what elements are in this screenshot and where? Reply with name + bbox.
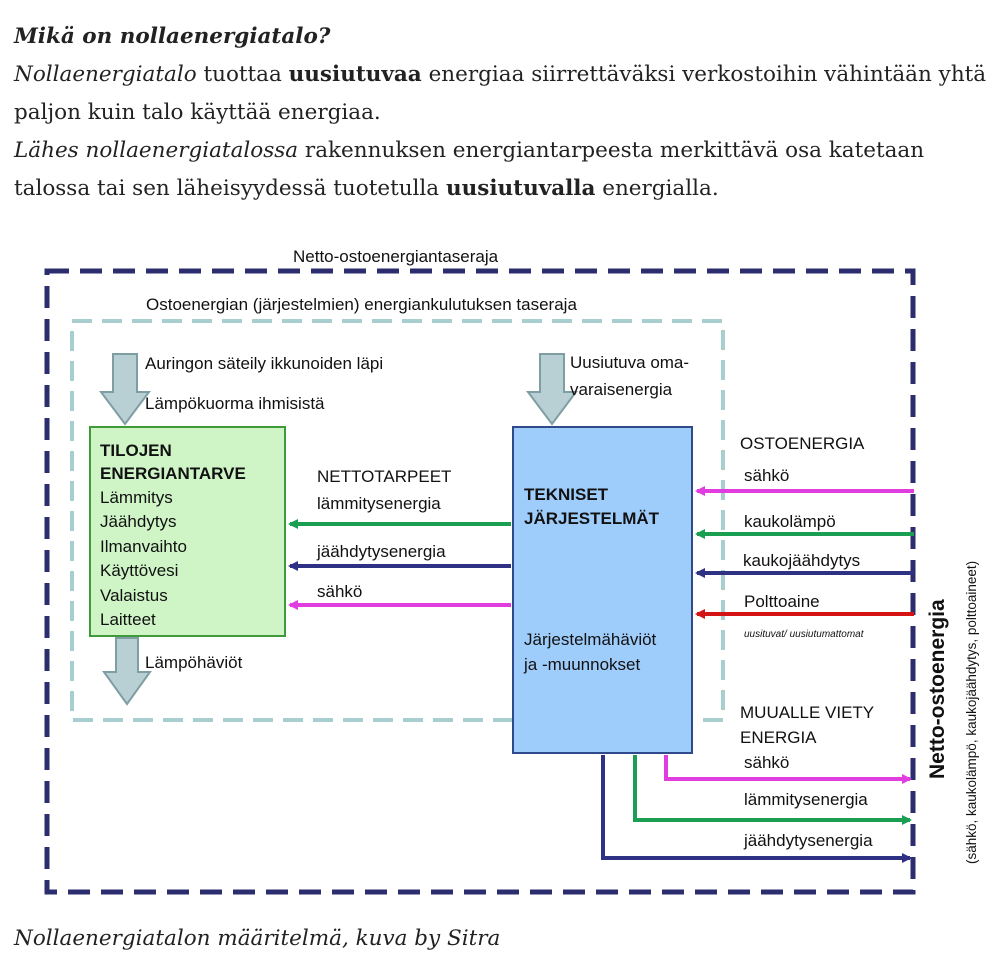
space-box-item: Lämmitys xyxy=(100,488,173,507)
solar-label: Auringon säteily ikkunoiden läpi xyxy=(145,354,384,373)
net-purchased-energy-side-label: Netto-ostoenergia xyxy=(926,599,949,779)
p2-text-a: rakennuksen energiantarpeesta merkittävä osa katetaan talossa tai sen läheisyydessä tuotetulla xyxy=(14,138,925,201)
space-box-title-line2: ENERGIANTARVE xyxy=(100,464,246,483)
net-needs-title: NETTOTARPEET xyxy=(317,467,452,486)
figure-caption: Nollaenergiatalon määritelmä, kuva by Sitra xyxy=(14,926,501,951)
p1-text-a: tuottaa xyxy=(196,62,289,87)
purchased-district-heat-label: kaukolämpö xyxy=(744,512,836,531)
term-zero-energy-house: Nollaenergiatalo xyxy=(14,62,197,87)
purchased-title: OSTOENERGIA xyxy=(740,434,865,453)
tech-box-loss-line2: ja -muunnokset xyxy=(524,655,641,674)
p2-bold-renewable: uusiutuvalla xyxy=(445,176,596,201)
exported-electricity-label: sähkö xyxy=(744,753,790,772)
p2-text-b: energialla. xyxy=(595,176,719,201)
inner-boundary-label: Ostoenergian (järjestelmien) energiankulutuksen taseraja xyxy=(146,295,577,314)
tech-box-loss-line1: Järjestelmähäviöt xyxy=(524,630,657,649)
space-box-item: Valaistus xyxy=(100,586,168,605)
renewable-own-down-arrow-icon xyxy=(528,354,576,424)
people-heat-label: Lämpökuorma ihmisistä xyxy=(145,394,325,413)
purchased-electricity-label: sähkö xyxy=(744,466,790,485)
net-flow-electricity-label: sähkö xyxy=(317,582,363,601)
question-heading: Mikä on nollaenergiatalo? xyxy=(14,24,331,49)
space-box-item: Ilmanvaihto xyxy=(100,537,187,556)
outer-boundary-label: Netto-ostoenergiantaseraja xyxy=(293,247,499,266)
exported-title-line2: ENERGIA xyxy=(740,728,817,747)
p1-bold-renewable: uusiutuvaa xyxy=(288,62,422,87)
tech-box-title-line1: TEKNISET xyxy=(524,485,609,504)
purchased-district-cooling-label: kaukojäähdytys xyxy=(743,551,861,570)
fuel-note: uusituvat/ uusiutumattomat xyxy=(744,629,864,640)
net-flow-heating-label: lämmitysenergia xyxy=(317,494,441,513)
renewable-own-label-line2: varaisenergia xyxy=(570,380,673,399)
tech-box-title-line2: JÄRJESTELMÄT xyxy=(524,509,660,528)
exported-title-line1: MUUALLE VIETY xyxy=(740,703,875,722)
exported-heating-label: lämmitysenergia xyxy=(744,790,868,809)
space-box-item: Jäähdytys xyxy=(100,512,177,531)
exported-cooling-label: jäähdytysenergia xyxy=(744,831,873,850)
net-flow-cooling-label: jäähdytysenergia xyxy=(317,542,446,561)
solar-heat-down-arrow-icon xyxy=(101,354,149,424)
space-box-item: Laitteet xyxy=(100,610,156,629)
purchased-fuel-label: Polttoaine xyxy=(744,592,820,611)
space-box-title-line1: TILOJEN xyxy=(100,441,172,460)
technical-systems-box xyxy=(513,427,692,753)
net-purchased-energy-side-sublabel: (sähkö, kaukolämpö, kaukojäähdytys, polttoaineet) xyxy=(964,560,979,864)
p1-text-b: energiaa siirrettäväksi verkostoihin vähintään yhtä paljon kuin talo käyttää energiaa. xyxy=(14,62,987,125)
space-box-item: Käyttövesi xyxy=(100,561,179,580)
heat-loss-label: Lämpöhäviöt xyxy=(145,653,243,672)
renewable-own-label-line1: Uusiutuva oma- xyxy=(570,353,690,372)
term-nearly-zero-energy: Lähes nollaenergiatalossa xyxy=(14,138,299,163)
heat-loss-down-arrow-icon xyxy=(104,638,150,704)
